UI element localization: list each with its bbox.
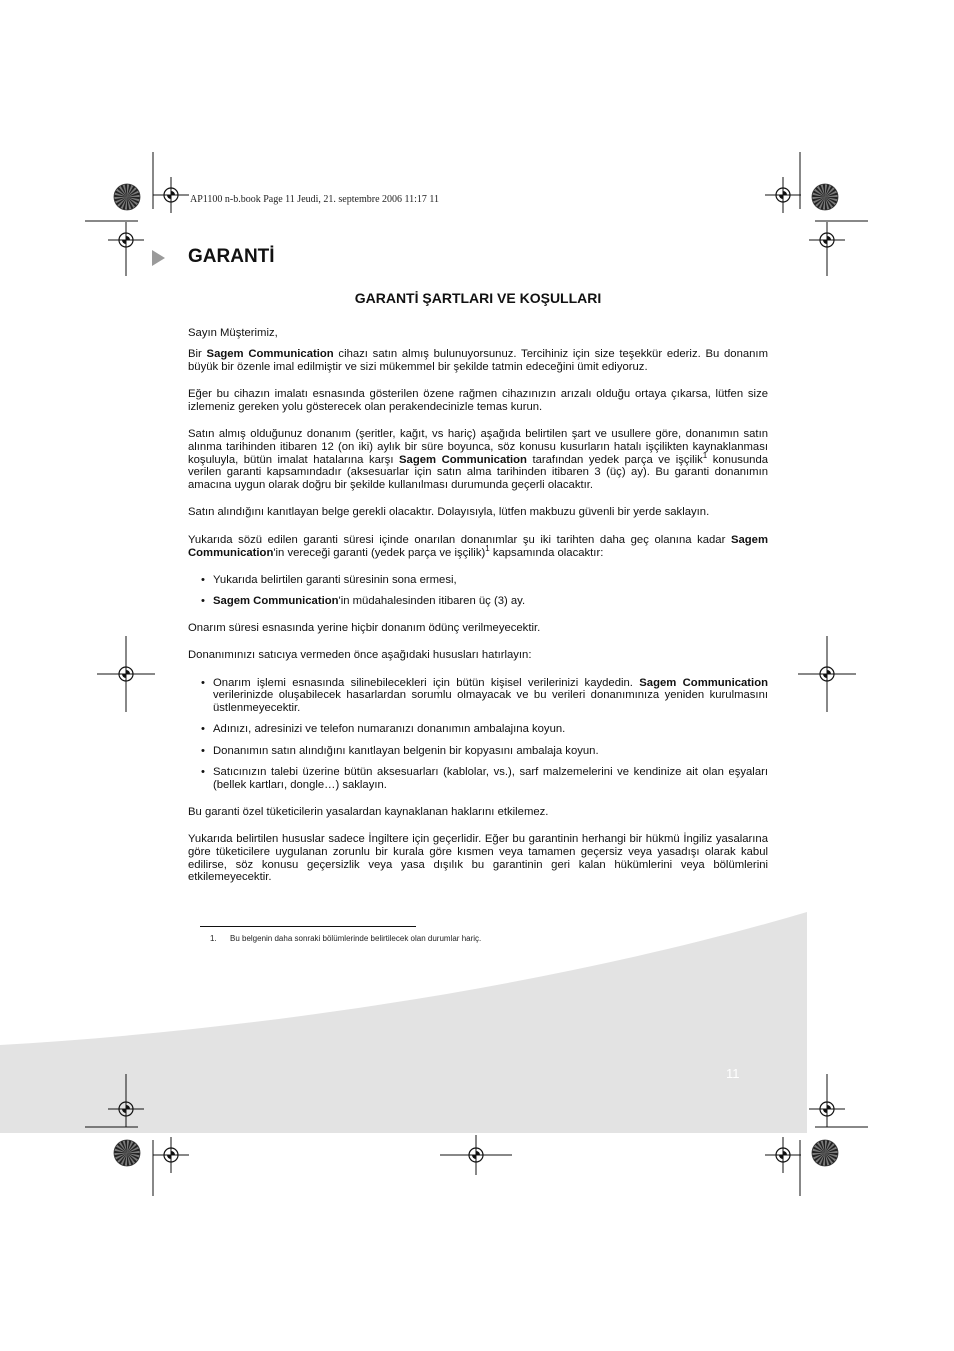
list-item: [188, 723, 768, 736]
list-item: [188, 766, 768, 792]
target-quadrant: [823, 1109, 827, 1113]
target-quadrant: [783, 191, 787, 195]
target-quadrant: [122, 1109, 126, 1113]
text: Satın almış olduğunuz donanım (şeritler, kağıt, vs hariç) aşağıda belirtilen şart ve usullere göre, donanımın satın alınma tarihinden itibaren 12 (on iki) aylık bir süre boyunca, söz konusu kusurların hatalı işçilikten kaynaklanması koşuluyla, bütün imalat hatalarına karşı: [188, 427, 768, 466]
target-quadrant: [783, 1151, 787, 1155]
paragraph-intro: [188, 348, 768, 374]
target-quadrant: [126, 1105, 130, 1109]
target-quadrant: [171, 1151, 175, 1155]
page-number: 11: [726, 1066, 740, 1081]
footnote-number: 1.: [210, 934, 217, 943]
book-header-info: AP1100 n-b.book Page 11 Jeudi, 21. septembre 2006 11:17 11: [190, 194, 440, 205]
paragraph-no-loan: Onarım süresi esnasında yerine hiçbir donanım ödünç verilmeyecektir.: [188, 621, 541, 634]
target-quadrant: [823, 240, 827, 244]
text: konusunda verilen garanti kapsamındadır (aksesuarlar için satın alma tarihinden itibaren 3 (üç) ay). Bu garanti donanımın amacına uygun olarak doğru bir şekilde kullanılması durumunda geçerli olacaktır.: [188, 453, 769, 492]
text: 'in vereceği garanti (yedek parça ve işçilik): [273, 546, 486, 559]
target-quadrant: [827, 236, 831, 240]
bullet: •: [201, 766, 205, 779]
footnote-ref: 1: [485, 543, 490, 553]
brand-name: Sagem Communication: [188, 533, 768, 559]
paragraph-uk-law: Yukarıda belirtilen hususlar sadece İngiltere için geçerlidir. Eğer bu garantinin herhangi bir hükmü İngiliz yasalarına göre tüketicilere uygulanan zorunlu bir kurala göre kısmen veya tamamen geçersiz veya yasadışı olarak kabul edilirse, söz konusu geçersizlik veya yasa dışılık bu garantinin geri kalan hükümlerini veya bölümlerini etkilemeyecektir.: [188, 832, 768, 884]
target-quadrant: [472, 1155, 476, 1159]
target-quadrant: [827, 1105, 831, 1109]
paragraph-consumer-rights: Bu garanti özel tüketicilerin yasalardan kaynaklanan haklarını etkilemez.: [188, 805, 549, 818]
target-quadrant: [779, 1155, 783, 1159]
target-quadrant: [126, 670, 130, 674]
footnote-divider: [200, 926, 416, 927]
body-content: [188, 327, 768, 899]
brand-name: Sagem Communication: [206, 347, 334, 360]
text: verilerinizde oluşabilecek hasarlardan sorumlu olmayacak ve bu verileri donanımınıza yeniden kurulmasını üstlenmeyecektir.: [213, 689, 768, 715]
text: Adınızı, adresinizi ve telefon numaranızı donanımın ambalajına koyun.: [213, 723, 566, 736]
list-item: [188, 677, 768, 715]
target-quadrant: [171, 191, 175, 195]
target-quadrant: [827, 670, 831, 674]
reminder-list: [188, 677, 768, 792]
footnote: [210, 934, 481, 943]
greeting: Sayın Müşterimiz,: [188, 327, 278, 339]
brand-name: Sagem Communication: [639, 676, 768, 689]
paragraph-repaired-items: [188, 534, 768, 560]
text: cihazı satın almış bulunuyorsunuz. Tercihiniz için size teşekkür ederiz. Bu donanım büyük bir özenle imal edilmiştir ve sizi mükemmel bir şekilde tatmin edeceğini ümit ediyoruz.: [188, 347, 768, 373]
text: Onarım işlemi esnasında silinebilecekleri için bütün kişisel verilerinizi kaydedin.: [213, 676, 640, 689]
bullet: •: [201, 744, 205, 757]
text: Bir: [188, 347, 207, 360]
list-item: [188, 574, 768, 587]
text: Donanımın satın alındığını kanıtlayan belgenin bir kopyasını ambalaja koyun.: [213, 744, 599, 757]
target-quadrant: [167, 195, 171, 199]
text: kapsamında olacaktır:: [489, 546, 604, 559]
target-quadrant: [167, 1155, 171, 1159]
target-quadrant: [476, 1151, 480, 1155]
bullet: •: [201, 595, 205, 608]
section-title: GARANTİ ŞARTLARI VE KOŞULLARI: [354, 290, 602, 306]
target-quadrant: [122, 240, 126, 244]
list-item: [188, 595, 768, 608]
paragraph-warranty-terms: [188, 428, 768, 492]
footnote-text: Bu belgenin daha sonraki bölümlerinde belirtilecek olan durumlar hariç.: [230, 934, 482, 943]
text: tarafından yedek parça ve işçilik: [526, 453, 703, 466]
page-title: GARANTİ: [188, 246, 275, 267]
paragraph-reminders: Donanımınızı satıcıya vermeden önce aşağıdaki hususları hatırlayın:: [188, 649, 532, 662]
arrow-right-icon: [152, 250, 165, 266]
bullet: •: [201, 573, 205, 586]
text: Yukarıda belirtilen garanti süresinin sona ermesi,: [213, 573, 457, 586]
target-quadrant: [126, 236, 130, 240]
footnote-ref: 1: [702, 450, 708, 460]
bullet: •: [201, 723, 205, 736]
target-quadrant: [823, 674, 827, 678]
text: Satıcınızın talebi üzerine bütün aksesuarları (kablolar, vs.), sarf malzemelerini ve kendinize ait olan eşyaları (bellek kartları, dongle…) saklayın.: [213, 766, 768, 791]
text: Yukarıda sözü edilen garanti süresi içinde onarılan donanımlar şu iki tarihten daha geç olanına kadar: [188, 533, 731, 546]
text: 'in müdahalesinden itibaren üç (3) ay.: [338, 595, 526, 608]
target-quadrant: [779, 195, 783, 199]
paragraph-receipt: Satın alındığını kanıtlayan belge gerekli olacaktır. Dolayısıyla, lütfen makbuzu güvenli bir yerde saklayın.: [188, 506, 710, 519]
brand-name: Sagem Communication: [213, 595, 339, 608]
list-item: [188, 745, 768, 758]
target-quadrant: [122, 674, 126, 678]
paragraph-defect: Eğer bu cihazın imalatı esnasında gösterilen özene rağmen cihazınızın arızalı olduğu ortaya çıkarsa, lütfen size izlemeniz gereken yolu gösterecek olan perakendecinizle temas kurun.: [188, 387, 768, 413]
brand-name: Sagem Communication: [399, 453, 527, 466]
warranty-end-list: [188, 574, 768, 608]
bullet: •: [201, 676, 205, 689]
